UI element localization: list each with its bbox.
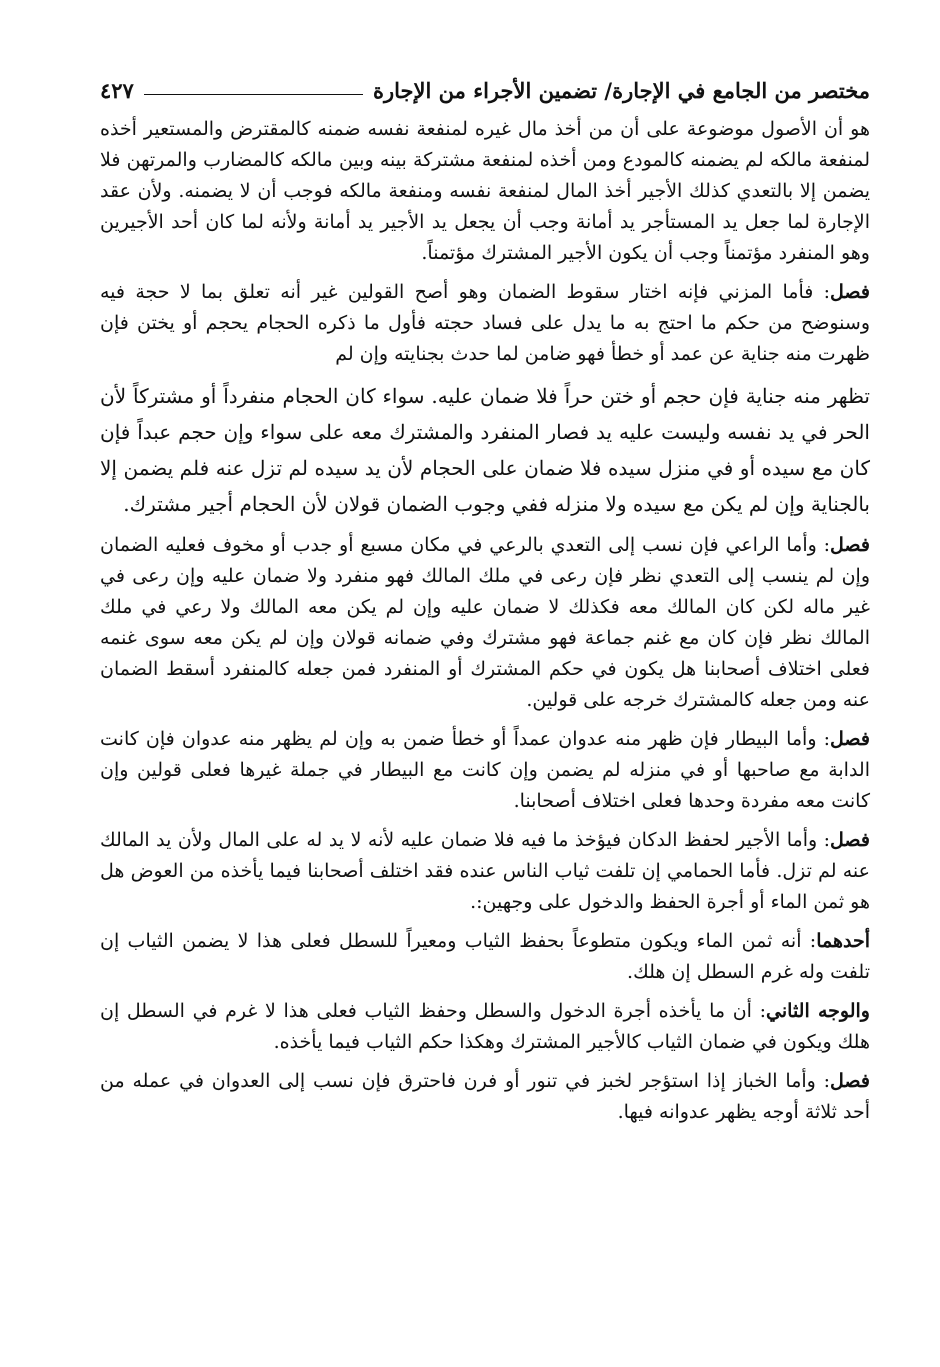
running-header <box>100 72 870 108</box>
paragraph-5 <box>100 724 870 817</box>
paragraph-6 <box>100 825 870 918</box>
paragraph-lead: فصل <box>830 728 870 750</box>
paragraph-lead: أحدهما <box>816 930 870 952</box>
paragraph-lead: فصل <box>830 281 870 303</box>
paragraph-lead: فصل <box>830 534 870 556</box>
header-title: مختصر من الجامع في الإجارة/ تضمين الأجراء من الإجارة <box>373 77 870 103</box>
paragraph-text: : أن ما يأخذه أجرة الدخول والسطل وحفظ الثياب فعلى هذا لا غرم في السطل إن هلك ويكون في ضمان الثياب كالأجير المشترك وهكذا حكم الثياب فيما يأخذه. <box>100 1000 870 1053</box>
paragraph-text: : وأما الراعي فإن نسب إلى التعدي بالرعي في مكان مسبع أو جدب أو مخوف فعليه الضمان وإن لم ينسب إلى التعدي نظر فإن رعى في ملك المالك فهو منفرد ولا ضمان عليه وإن رعى في غير ماله لكن كان المالك معه فكذلك لا ضمان عليه وإن لم يكن معه المالك ولا رعي في ملك المالك نظر فإن كان مع غنم جماعة فهو مشترك وفي ضمانه قولان وإن لم يكن معه سوى غنمه فعلى اختلاف أصحابنا هل يكون في حكم المشترك أو المنفرد فمن جعله كالمنفرد أسقط الضمان عنه ومن جعله كالمشترك خرجه على قولين. <box>100 534 870 711</box>
paragraph-2 <box>100 277 870 370</box>
book-page <box>100 72 870 1347</box>
paragraph-lead: والوجه الثاني <box>766 1000 870 1022</box>
paragraph-1 <box>100 114 870 269</box>
paragraph-3 <box>100 378 870 522</box>
paragraph-lead: فصل <box>830 1070 870 1092</box>
header-rule <box>144 94 363 95</box>
paragraph-text: : وأما الأجير لحفظ الدكان فيؤخذ ما فيه فلا ضمان عليه لأنه لا يد له على المال ولأن يد المالك عنه لم تزل. فأما الحمامي إن تلفت ثياب الناس عنده فقد اختلف أصحابنا فيما يأخذه من العوض هل هو ثمن الماء أو أجرة الحفظ والدخول على وجهين:. <box>100 829 870 913</box>
paragraph-lead: فصل <box>830 829 870 851</box>
paragraph-9 <box>100 1066 870 1128</box>
paragraph-text: : فأما المزني فإنه اختار سقوط الضمان وهو أصح القولين غير أنه تعلق بما لا حجة فيه وسنوضح من حكم ما احتج به ما يدل على فساد حجته فأول ما ذكره الحجام يحجم أو يختن فإن ظهرت منه جناية عن عمد أو خطأ فهو ضامن لما حدث بجنايته وإن لم <box>100 281 870 365</box>
paragraph-7 <box>100 926 870 988</box>
paragraph-text: هو أن الأصول موضوعة على أن من أخذ مال غيره لمنفعة نفسه ضمنه كالمقترض والمستعير أخذه لمنفعة مالكه لم يضمنه كالمودع ومن أخذه لمنفعة مشتركة بينه وبين مالكه كالمضارب والمرتهن فلا يضمن إلا بالتعدي كذلك الأجير أخذ المال لمنفعة نفسه ومنفعة مالكه فوجب أن لا يضمنه. ولأن عقد الإجارة لما جعل يد المستأجر يد أمانة وجب أن يجعل يد الأجير يد أمانة ولأنه لما كان أحد الأجيرين وهو المنفرد مؤتمناً وجب أن يكون الأجير المشترك مؤتمناً. <box>100 118 870 264</box>
paragraph-4 <box>100 530 870 716</box>
paragraph-text: : أنه ثمن الماء ويكون متطوعاً بحفظ الثياب ومعيراً للسطل فعلى هذا لا يضمن الثياب إن تلفت وله غرم السطل إن هلك. <box>100 930 870 983</box>
paragraph-text: تظهر منه جناية فإن حجم أو ختن حراً فلا ضمان عليه. سواء كان الحجام منفرداً أو مشتركاً لأن الحر في يد نفسه وليست عليه يد فصار المنفرد والمشترك معه على سواء وإن حجم عبداً فإن كان مع سيده أو في منزل سيده فلا ضمان على الحجام لأن يد سيده لم تزل عنه فلم يضمن إلا بالجناية وإن لم يكن مع سيده ولا منزله ففي وجوب الضمان قولان لأن الحجام أجير مشترك. <box>100 384 870 516</box>
paragraph-text: : وأما الخباز إذا استؤجر لخبز في تنور أو فرن فاحترق فإن نسب إلى العدوان في عمله من أحد ثلاثة أوجه يظهر عدوانه فيها. <box>100 1070 870 1123</box>
paragraph-text: : وأما البيطار فإن ظهر منه عدوان عمداً أو خطأ ضمن به وإن لم يظهر منه عدوان فإن كانت الدابة مع صاحبها أو في منزله لم يضمن وإن كانت مع البيطار في جملة غيرها فعلى قولين وإن كانت معه مفردة وحدها فعلى اختلاف أصحابنا. <box>100 728 870 812</box>
page-number: ٤٢٧ <box>100 77 134 103</box>
paragraph-8 <box>100 996 870 1058</box>
